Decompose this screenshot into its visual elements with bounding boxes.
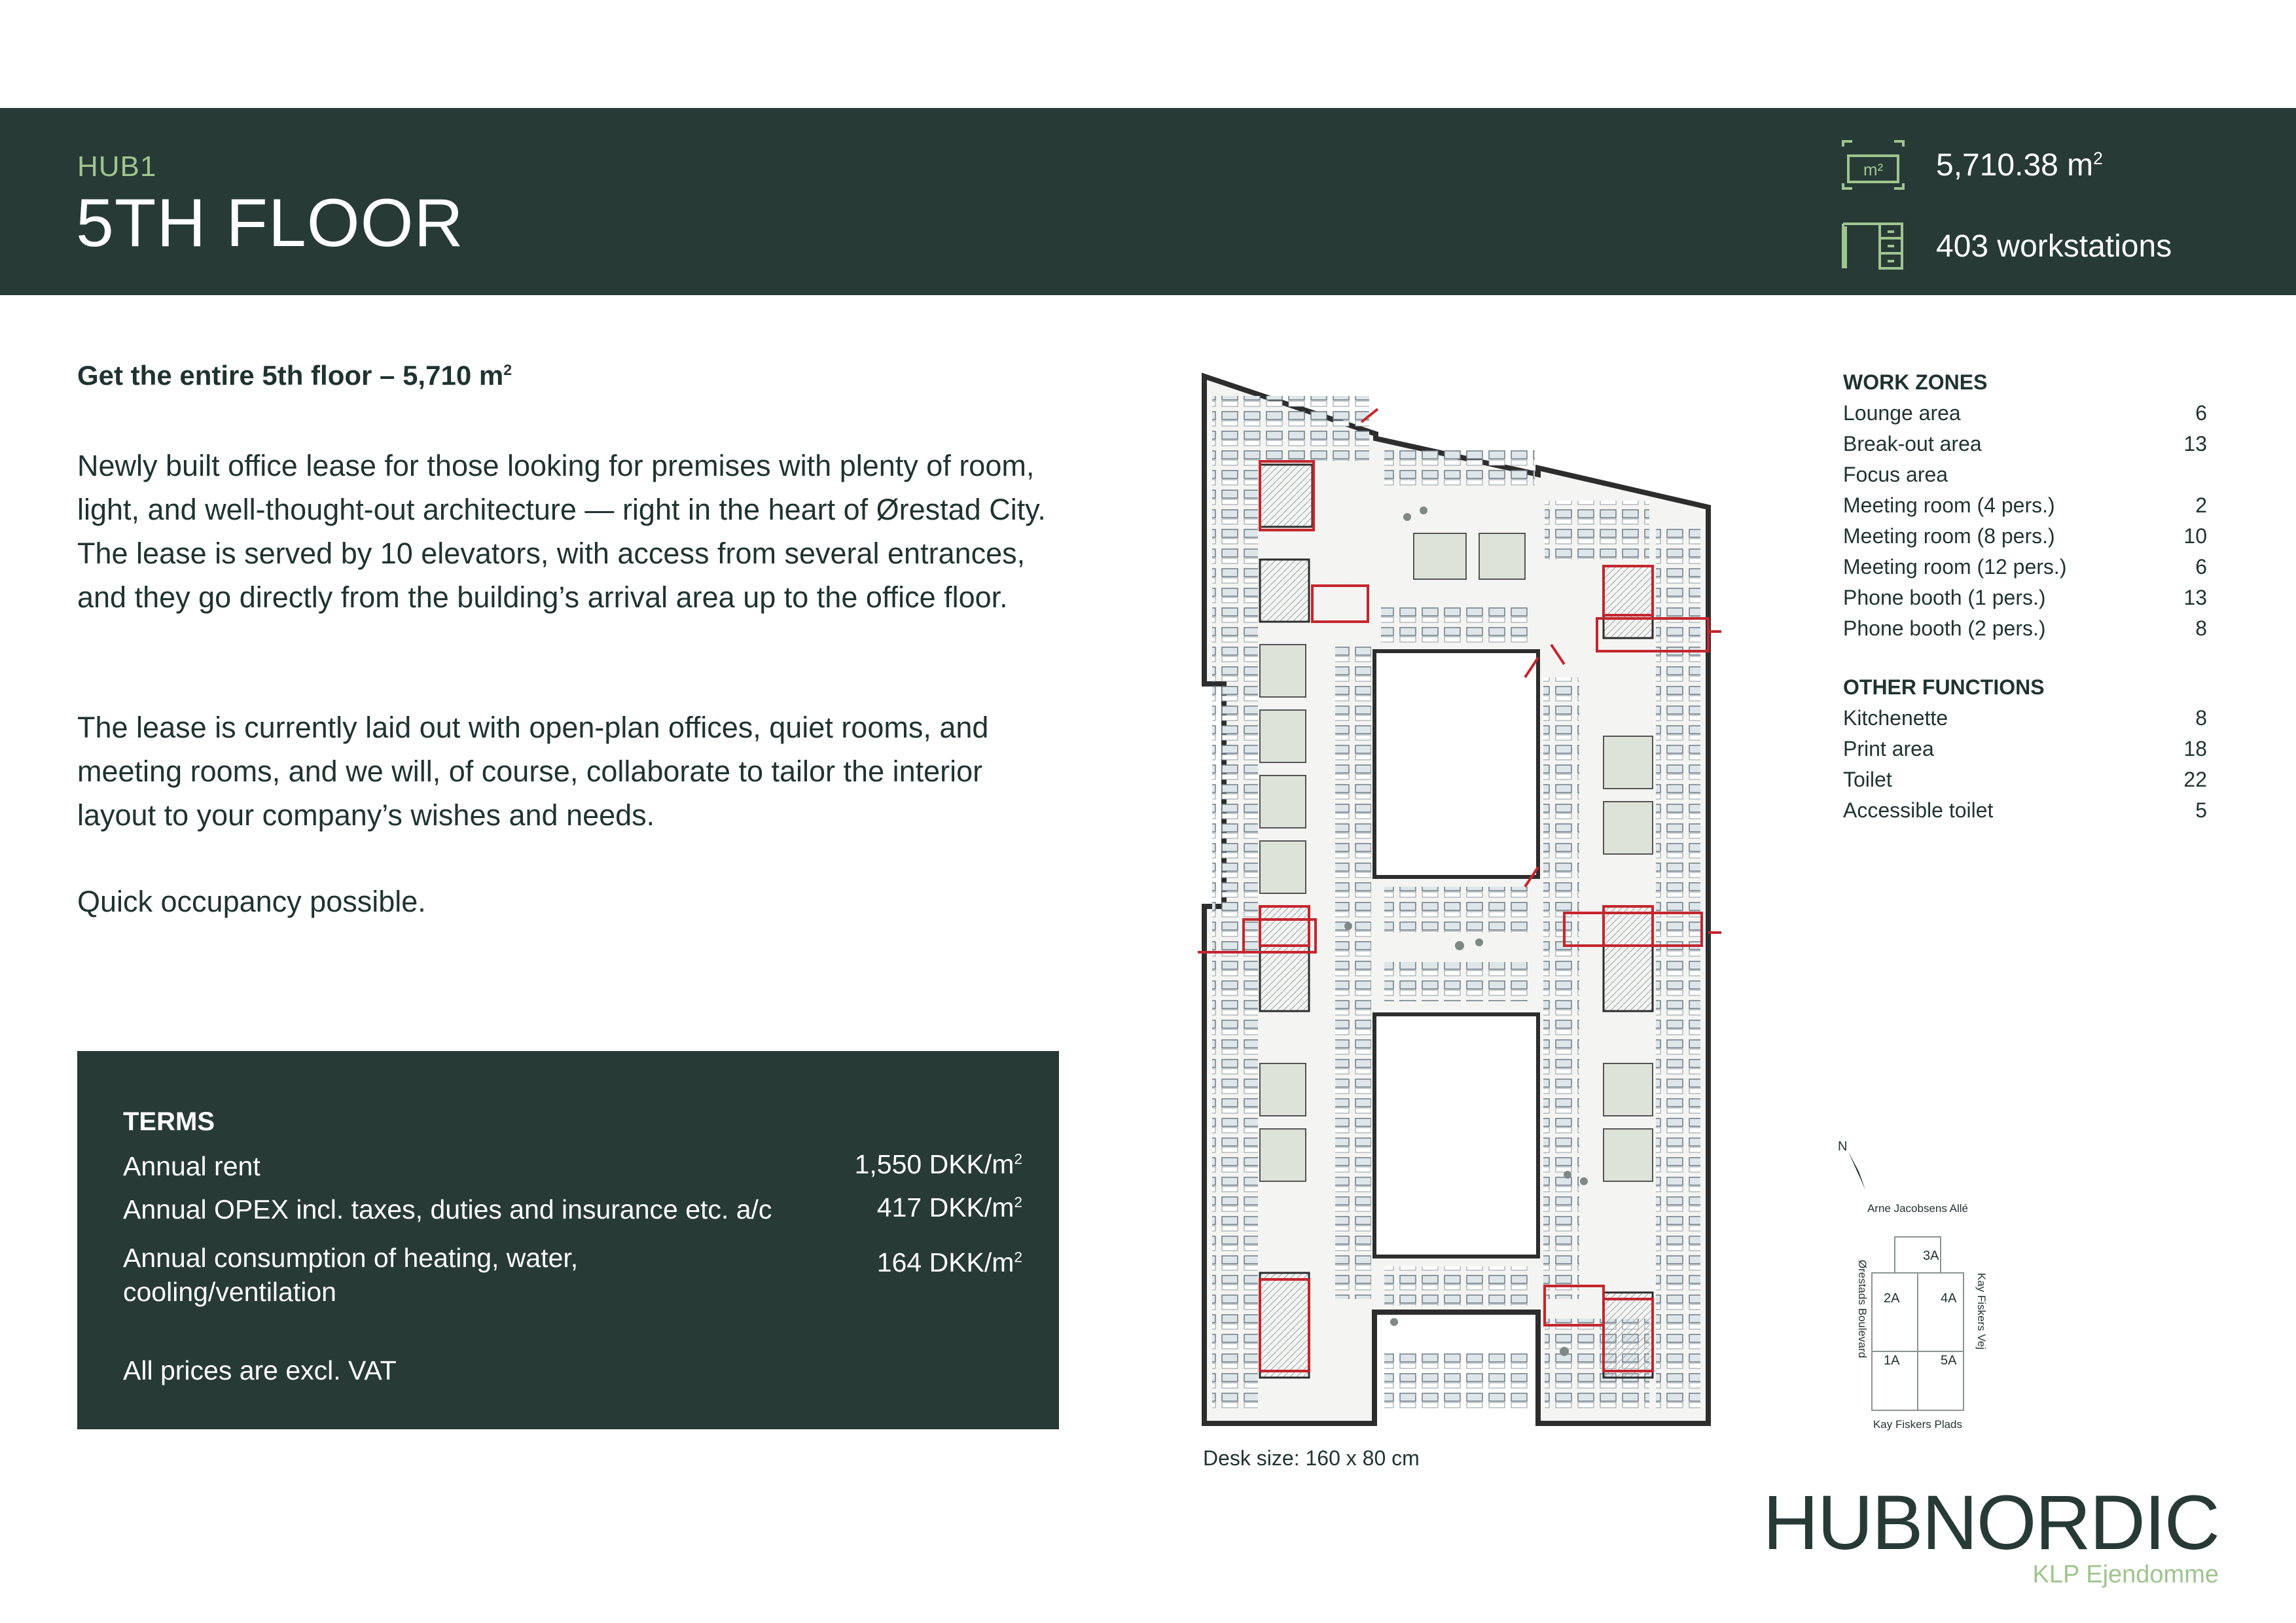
block-2a: 2A (1884, 1291, 1900, 1306)
list-item (1843, 764, 2207, 795)
north-arrow-icon (1838, 1139, 1865, 1190)
zone-label: Meeting room (12 pers.) (1843, 555, 2067, 579)
intro-heading-sup: 2 (503, 361, 512, 378)
zone-count: 13 (2183, 432, 2207, 455)
site-map (1833, 1132, 2003, 1433)
zone-count: 10 (2183, 524, 2207, 548)
street-right: Kay Fiskers Vej (1975, 1273, 1988, 1350)
block-3a: 3A (1923, 1249, 1939, 1263)
list-item (1843, 613, 2207, 644)
zone-count: 8 (2195, 616, 2207, 640)
function-count: 18 (2183, 737, 2207, 760)
north-label: N (1838, 1139, 1848, 1154)
zone-label: Phone booth (2 pers.) (1843, 616, 2046, 640)
zone-label: Meeting room (8 pers.) (1843, 524, 2055, 548)
function-label: Toilet (1843, 768, 1892, 791)
courtyard-south (1374, 1014, 1538, 1257)
list-item (1843, 521, 2207, 552)
block-4a: 4A (1941, 1291, 1957, 1306)
list-item (1843, 429, 2207, 459)
brand-owner: KLP Ejendomme (2032, 1561, 2219, 1588)
zone-label: Lounge area (1843, 401, 1961, 425)
zone-count: 13 (2183, 586, 2207, 609)
other-functions-title: OTHER FUNCTIONS (1843, 675, 2045, 699)
area-value: 5,710.38 m (1936, 147, 2094, 183)
area-stat (1839, 137, 2103, 192)
list-item (1843, 398, 2207, 429)
page-title: 5TH FLOOR (76, 185, 464, 261)
list-item (1843, 795, 2207, 826)
brand-logo: HUBNORDIC (1763, 1480, 2219, 1566)
term-value-consumption-text: 164 DKK/m (876, 1247, 1014, 1277)
workstations-count: 403 workstations (1936, 228, 2172, 264)
block-5a: 5A (1941, 1353, 1957, 1368)
function-count: 22 (2183, 768, 2207, 791)
list-item (1843, 703, 2207, 734)
list-item (1843, 734, 2207, 764)
area-unit-sup: 2 (2093, 148, 2103, 168)
desk-zone (1384, 448, 1535, 488)
function-count: 8 (2195, 706, 2207, 730)
zone-label: Phone booth (1 pers.) (1843, 586, 2046, 609)
function-label: Accessible toilet (1843, 798, 1994, 822)
desk-zone (1258, 396, 1369, 461)
terms-title: TERMS (123, 1107, 215, 1136)
layout-paragraph: The lease is currently laid out with open-plan offices, quiet rooms, and meeting rooms, and we will, of course, collaborate to tailor the interior layout to your company’s wishes and needs. (77, 711, 989, 832)
street-left: Ørestads Boulevard (1856, 1260, 1869, 1359)
term-value-rent-text: 1,550 DKK/m (854, 1149, 1014, 1179)
term-label-rent: Annual rent (123, 1151, 260, 1181)
desk-zone (1335, 645, 1371, 1299)
workstations-stat (1839, 219, 2172, 274)
term-value-opex-text: 417 DKK/m (876, 1192, 1014, 1222)
occupancy-paragraph: Quick occupancy possible. (77, 885, 426, 918)
site-blocks (1872, 1237, 1964, 1410)
desk-zone (1545, 501, 1649, 560)
intro-heading (77, 360, 512, 391)
workstation-desk-icon (1839, 219, 1907, 274)
zone-legend (1843, 366, 2207, 826)
desk-zone (1384, 1351, 1528, 1410)
desk-zone (1384, 962, 1532, 1001)
term-value-consumption (877, 1247, 1022, 1278)
function-label: Print area (1843, 737, 1934, 760)
zone-count: 2 (2195, 493, 2207, 517)
zone-count: 6 (2195, 555, 2207, 579)
function-count: 5 (2195, 798, 2207, 822)
list-item (1843, 459, 2207, 490)
zone-label: Break-out area (1843, 432, 1982, 455)
desk-zone (1656, 527, 1700, 1410)
term-value-consumption-sup: 2 (1014, 1249, 1022, 1266)
intro-heading-text: Get the entire 5th floor – 5,710 m (77, 360, 504, 391)
term-value-rent-sup: 2 (1014, 1150, 1022, 1168)
desk-size-note: Desk size: 160 x 80 cm (1203, 1446, 1420, 1470)
building-label: HUB1 (77, 151, 157, 183)
terms-box (77, 1051, 1059, 1429)
term-label-opex: Annual OPEX incl. taxes, duties and insurance etc. a/c (123, 1194, 772, 1224)
zone-label: Focus area (1843, 463, 1948, 486)
street-bottom: Kay Fiskers Plads (1873, 1418, 1963, 1431)
floor-area-icon (1839, 137, 1907, 192)
work-zones-title: WORK ZONES (1843, 370, 1988, 394)
desk-zone (1543, 677, 1579, 1299)
list-item (1843, 582, 2207, 613)
list-item (1843, 490, 2207, 521)
desk-zone (1384, 887, 1532, 933)
vat-note: All prices are excl. VAT (123, 1355, 397, 1385)
desk-zone (1384, 1266, 1532, 1306)
block-1a: 1A (1884, 1353, 1900, 1368)
function-label: Kitchenette (1843, 706, 1948, 730)
term-value-opex (877, 1192, 1022, 1223)
list-item (1843, 552, 2207, 582)
zone-label: Meeting room (4 pers.) (1843, 493, 2055, 517)
term-value-opex-sup: 2 (1014, 1194, 1022, 1211)
description-paragraph: Newly built office lease for those looking for premises with plenty of room, light, and well-thought-out architecture — right in the heart of Ørestad City. The lease is served by 10 elevators, with access from several entrances, and they go directly from the building’s arrival area up to the office floor. (77, 449, 1046, 614)
courtyard-north (1374, 651, 1538, 877)
desk-zone (1212, 396, 1258, 1410)
street-top: Arne Jacobsens Allé (1867, 1202, 1969, 1215)
floor-area-icon-label: m² (1863, 160, 1884, 179)
desk-zone (1381, 605, 1532, 645)
term-value-rent (855, 1149, 1022, 1180)
floor-plan (1198, 370, 1721, 1433)
zone-count: 6 (2195, 401, 2207, 425)
term-label-consumption: Annual consumption of heating, water, cooling/ventilation (123, 1243, 579, 1307)
